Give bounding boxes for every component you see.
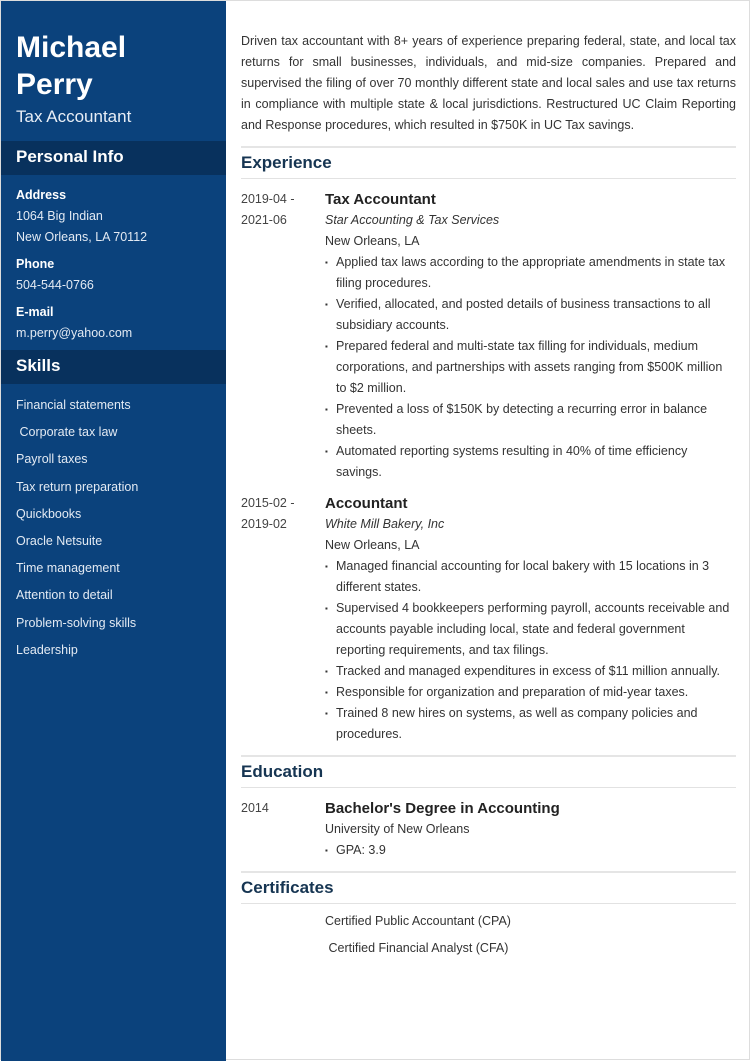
job-bullet: ▪ Prevented a loss of $150K by detecting a recurring error in balance sheets. <box>325 399 736 441</box>
job-bullet: ▪ Prepared federal and multi-state tax filling for individuals, medium corporations, and partnerships with assets ranging from $500K million to $2 million. <box>325 336 736 399</box>
company: White Mill Bakery, Inc <box>325 517 445 531</box>
phone-value: 504-544-0766 <box>16 278 94 292</box>
job-bullet: ▪ Automated reporting systems resulting in 40% of time efficiency savings. <box>325 441 736 483</box>
job-dates <box>241 189 325 483</box>
school: University of New Orleans <box>325 822 470 836</box>
skill-item: Time management <box>16 561 120 576</box>
skill-item: Problem-solving skills <box>16 615 137 630</box>
first-name: Michael <box>16 31 127 64</box>
degree: Bachelor's Degree in Accounting <box>325 800 560 817</box>
job-bullet: ▪ Responsible for organization and preparation of mid-year taxes. <box>325 682 736 703</box>
education-date: 2014 <box>241 801 269 815</box>
company: Star Accounting & Tax Services <box>325 213 500 227</box>
personal-info <box>1 175 226 344</box>
job-bullet: ▪ Applied tax laws according to the appropriate amendments in state tax filing procedures. <box>325 252 736 294</box>
candidate-name <box>1 1 226 103</box>
address-line: 1064 Big Indian <box>16 209 103 223</box>
last-name: Perry <box>16 68 93 101</box>
job-bullet: ▪ Tracked and managed expenditures in excess of $11 million annually. <box>325 661 736 682</box>
job-title: Tax Accountant <box>16 107 132 126</box>
main-content <box>241 31 736 962</box>
certificate-item: Certified Financial Analyst (CFA) <box>325 941 509 955</box>
job-bullets <box>325 252 736 483</box>
job-bullets <box>325 556 736 745</box>
skill-item: Quickbooks <box>16 506 82 521</box>
personal-info-heading: Personal Info <box>1 141 226 175</box>
job-bullet: ▪ Trained 8 new hires on systems, as well as company policies and procedures. <box>325 703 736 745</box>
skills-list <box>1 384 226 664</box>
address-label: Address <box>16 188 67 202</box>
job-entry <box>241 189 736 483</box>
date-start: 2015-02 - <box>241 496 295 510</box>
date-start: 2019-04 - <box>241 192 295 206</box>
job-role: Tax Accountant <box>325 191 436 208</box>
job-dates <box>241 493 325 745</box>
address-line: New Orleans, LA 70112 <box>16 230 148 244</box>
certificate-item: Certified Public Accountant (CPA) <box>325 914 511 928</box>
date-end: 2021-06 <box>241 213 287 227</box>
education-heading: Education <box>241 755 736 788</box>
skills-heading: Skills <box>1 350 226 384</box>
certificates-heading: Certificates <box>241 871 736 904</box>
email-label: E-mail <box>16 305 54 319</box>
job-location: New Orleans, LA <box>325 234 420 248</box>
date-end: 2019-02 <box>241 517 287 531</box>
skill-item: Financial statements <box>16 398 131 412</box>
experience-heading: Experience <box>241 146 736 179</box>
job-bullet: ▪ Managed financial accounting for local bakery with 15 locations in 3 different states. <box>325 556 736 598</box>
skill-item: Attention to detail <box>16 588 113 603</box>
sidebar <box>1 1 226 1061</box>
skill-item: Oracle Netsuite <box>16 534 103 549</box>
skill-item: Tax return preparation <box>16 479 139 494</box>
job-entry <box>241 493 736 745</box>
skill-item: Corporate tax law <box>16 425 118 440</box>
skill-item: Payroll taxes <box>16 452 88 467</box>
education-entry <box>241 798 736 861</box>
summary: Driven tax accountant with 8+ years of experience preparing federal, state, and local tax returns for small businesses, individuals, and mid-size companies. Prepared and supervised the filing of over 70 monthly different state and local sales and use tax returns in compliance with multiple state & local jurisdictions. Restructured UC Claim Reporting and Response procedures, which resulted in $750K in UC Tax savings. <box>241 34 736 132</box>
job-bullet: ▪ Supervised 4 bookkeepers performing payroll, accounts receivable and accounts payable including local, state and federal government reporting requirements, and tax filings. <box>325 598 736 661</box>
phone-label: Phone <box>16 257 55 271</box>
skill-item: Leadership <box>16 642 78 657</box>
job-location: New Orleans, LA <box>325 538 420 552</box>
experience-list <box>241 189 736 745</box>
job-bullet: ▪ Verified, allocated, and posted details of business transactions to all subsidiary accounts. <box>325 294 736 336</box>
email-value: m.perry@yahoo.com <box>16 326 133 340</box>
job-role: Accountant <box>325 495 408 512</box>
education-bullet: ▪ GPA: 3.9 <box>325 840 736 861</box>
